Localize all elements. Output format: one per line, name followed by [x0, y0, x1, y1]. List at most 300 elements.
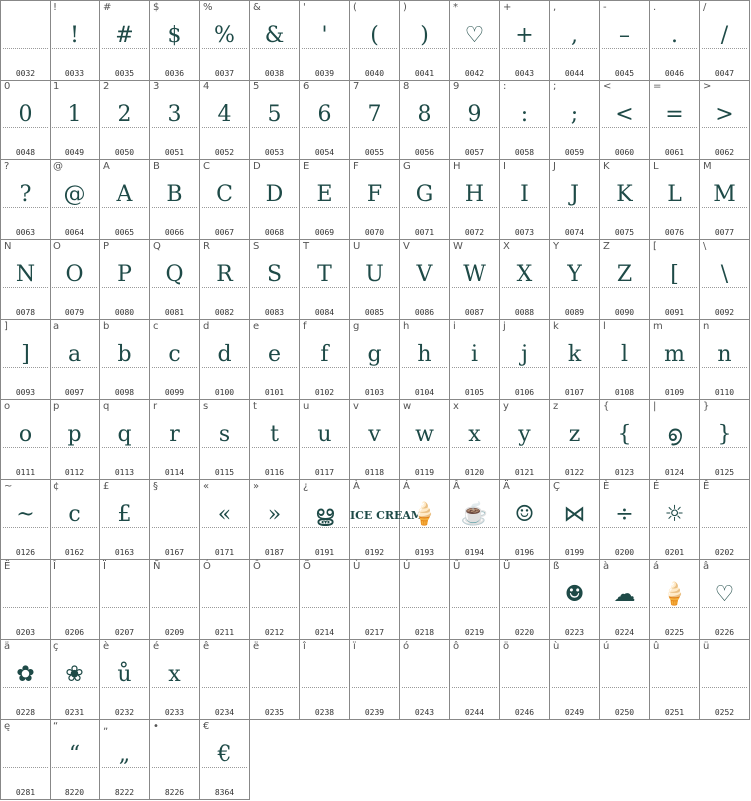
- baseline-divider: [552, 687, 597, 688]
- baseline-divider: [552, 127, 597, 128]
- glyph-code: 0191: [314, 548, 335, 557]
- glyph-key-label: Ö: [303, 561, 311, 572]
- glyph-cell: [450, 0, 500, 81]
- glyph-code: 0033: [64, 69, 85, 78]
- glyph-cell: [300, 0, 350, 81]
- glyph-sample: ☕: [460, 502, 489, 527]
- glyph-key-label: è: [103, 641, 110, 652]
- glyph-cell: [500, 320, 550, 400]
- glyph-code: 0102: [314, 388, 335, 397]
- glyph-key-label: 6: [303, 81, 310, 92]
- glyph-code: 0100: [214, 388, 235, 397]
- glyph-cell: [600, 240, 650, 320]
- glyph-cell: [450, 400, 500, 480]
- glyph-key-label: d: [203, 321, 210, 332]
- glyph-key-label: Ë: [4, 561, 11, 572]
- glyph-code: 0225: [664, 628, 685, 637]
- glyph-key-label: £: [103, 481, 110, 492]
- glyph-sample: ,: [571, 23, 578, 48]
- glyph-key-label: ,: [553, 2, 557, 13]
- glyph-key-label: Â: [453, 481, 460, 492]
- glyph-sample: K: [616, 182, 633, 207]
- baseline-divider: [602, 527, 647, 528]
- glyph-code: 0049: [64, 148, 85, 157]
- glyph-sample: h: [417, 342, 432, 367]
- baseline-divider: [502, 447, 547, 448]
- glyph-sample: ☻: [564, 582, 585, 607]
- glyph-code: 0228: [15, 708, 36, 717]
- glyph-sample: w: [415, 422, 434, 447]
- baseline-divider: [302, 48, 347, 49]
- glyph-cell: [200, 80, 250, 160]
- baseline-divider: [252, 287, 297, 288]
- glyph-cell: [450, 160, 500, 240]
- glyph-key-label: &: [253, 2, 261, 13]
- glyph-code: 0110: [714, 388, 735, 397]
- glyph-code: 0115: [214, 468, 235, 477]
- glyph-cell: [400, 560, 450, 640]
- glyph-code: 0106: [514, 388, 535, 397]
- glyph-sample: N: [15, 262, 36, 287]
- glyph-code: 0036: [164, 69, 185, 78]
- glyph-key-label: z: [553, 401, 559, 412]
- baseline-divider: [702, 447, 747, 448]
- glyph-key-label: ó: [403, 641, 410, 652]
- glyph-cell: [700, 160, 750, 240]
- glyph-code: 0167: [164, 548, 185, 557]
- glyph-cell: [450, 320, 500, 400]
- glyph-code: 0109: [664, 388, 685, 397]
- baseline-divider: [652, 527, 697, 528]
- baseline-divider: [252, 527, 297, 528]
- glyph-sample: »: [267, 502, 282, 527]
- glyph-sample: A: [116, 182, 133, 207]
- baseline-divider: [3, 48, 48, 49]
- glyph-key-label: €: [203, 721, 210, 732]
- glyph-key-label: A: [103, 161, 110, 172]
- glyph-code: 0076: [664, 228, 685, 237]
- glyph-code: 0052: [214, 148, 235, 157]
- glyph-cell: [50, 400, 100, 480]
- baseline-divider: [652, 447, 697, 448]
- glyph-key-label: W: [453, 241, 463, 252]
- glyph-code: 0202: [714, 548, 735, 557]
- glyph-key-label: v: [353, 401, 359, 412]
- glyph-key-label: H: [453, 161, 461, 172]
- glyph-code: 0086: [414, 308, 435, 317]
- glyph-code: 0212: [264, 628, 285, 637]
- glyph-code: 0199: [564, 548, 585, 557]
- glyph-sample: #: [115, 23, 134, 48]
- glyph-code: 0244: [464, 708, 485, 717]
- glyph-code: 0112: [64, 468, 85, 477]
- glyph-sample: >: [715, 102, 734, 127]
- glyph-sample: u: [317, 422, 332, 447]
- baseline-divider: [152, 687, 197, 688]
- glyph-sample: E: [316, 182, 333, 207]
- glyph-sample: %: [214, 23, 235, 48]
- glyph-code: 0057: [464, 148, 485, 157]
- glyph-cell: [100, 320, 150, 400]
- baseline-divider: [152, 607, 197, 608]
- glyph-sample: ;: [570, 102, 579, 127]
- glyph-code: 0123: [614, 468, 635, 477]
- glyph-key-label: ç: [53, 641, 59, 652]
- glyph-key-label: â: [703, 561, 710, 572]
- baseline-divider: [552, 287, 597, 288]
- glyph-cell: [550, 320, 600, 400]
- glyph-cell: [650, 480, 700, 560]
- baseline-divider: [3, 527, 48, 528]
- glyph-sample: {: [617, 422, 632, 447]
- glyph-cell: [150, 160, 200, 240]
- glyph-key-label: -: [603, 2, 607, 13]
- glyph-cell: [250, 160, 300, 240]
- glyph-code: 0064: [64, 228, 85, 237]
- glyph-cell: [100, 240, 150, 320]
- glyph-key-label: î: [303, 641, 306, 652]
- glyph-code: 0101: [264, 388, 285, 397]
- glyph-cell: [500, 400, 550, 480]
- glyph-cell: [500, 0, 550, 81]
- glyph-code: 0085: [364, 308, 385, 317]
- glyph-cell: [300, 640, 350, 720]
- glyph-key-label: é: [153, 641, 160, 652]
- glyph-cell: [550, 0, 600, 81]
- glyph-sample: o: [18, 422, 33, 447]
- glyph-key-label: ę: [4, 721, 11, 732]
- glyph-code: 0234: [214, 708, 235, 717]
- glyph-code: 0113: [114, 468, 135, 477]
- baseline-divider: [202, 127, 247, 128]
- glyph-cell: [150, 720, 200, 800]
- glyph-code: 0171: [214, 548, 235, 557]
- glyph-cell: [150, 560, 200, 640]
- glyph-key-label: j: [503, 321, 506, 332]
- glyph-key-label: Ó: [203, 561, 211, 572]
- glyph-cell: [0, 560, 51, 640]
- glyph-code: 0082: [214, 308, 235, 317]
- glyph-cell: [50, 560, 100, 640]
- glyph-cell: [700, 0, 750, 81]
- baseline-divider: [252, 607, 297, 608]
- baseline-divider: [702, 287, 747, 288]
- glyph-cell: [600, 0, 650, 81]
- glyph-code: 0053: [264, 148, 285, 157]
- glyph-code: 0084: [314, 308, 335, 317]
- baseline-divider: [102, 48, 147, 49]
- glyph-sample: G: [415, 182, 434, 207]
- glyph-code: 0233: [164, 708, 185, 717]
- glyph-sample: F: [366, 182, 383, 207]
- glyph-code: 0231: [64, 708, 85, 717]
- glyph-key-label: Û: [453, 561, 461, 572]
- glyph-key-label: §: [153, 481, 158, 492]
- glyph-cell: [400, 80, 450, 160]
- glyph-sample: &: [264, 23, 285, 48]
- glyph-cell: [650, 160, 700, 240]
- glyph-cell: [500, 480, 550, 560]
- glyph-key-label: *: [453, 2, 458, 13]
- glyph-code: 0056: [414, 148, 435, 157]
- glyph-key-label: 9: [453, 81, 460, 92]
- baseline-divider: [202, 527, 247, 528]
- glyph-key-label: ¿: [303, 481, 309, 492]
- glyph-code: 0061: [664, 148, 685, 157]
- glyph-sample: [: [670, 262, 679, 287]
- glyph-sample: k: [567, 342, 582, 367]
- glyph-cell: [400, 640, 450, 720]
- baseline-divider: [602, 127, 647, 128]
- baseline-divider: [152, 527, 197, 528]
- glyph-key-label: É: [653, 481, 660, 492]
- glyph-code: 0077: [714, 228, 735, 237]
- baseline-divider: [352, 207, 397, 208]
- glyph-key-label: «: [203, 481, 210, 492]
- glyph-key-label: e: [253, 321, 260, 332]
- glyph-sample: ൭: [667, 422, 682, 447]
- baseline-divider: [402, 447, 447, 448]
- glyph-cell: [600, 480, 650, 560]
- glyph-sample: 🍦: [410, 502, 439, 527]
- glyph-code: 0226: [714, 628, 735, 637]
- glyph-code: 0193: [414, 548, 435, 557]
- glyph-key-label: |: [653, 401, 657, 412]
- glyph-cell: [100, 80, 150, 160]
- glyph-code: 0072: [464, 228, 485, 237]
- glyph-code: 0073: [514, 228, 535, 237]
- glyph-cell: [450, 240, 500, 320]
- glyph-cell: [550, 560, 600, 640]
- baseline-divider: [302, 127, 347, 128]
- baseline-divider: [302, 607, 347, 608]
- glyph-code: 0090: [614, 308, 635, 317]
- glyph-cell: [600, 320, 650, 400]
- glyph-cell: [500, 560, 550, 640]
- glyph-cell: [250, 80, 300, 160]
- glyph-key-label: Ô: [253, 561, 261, 572]
- baseline-divider: [352, 287, 397, 288]
- glyph-code: 0071: [414, 228, 435, 237]
- glyph-sample: =: [665, 102, 684, 127]
- glyph-cell: [50, 80, 100, 160]
- glyph-key-label: l: [603, 321, 606, 332]
- glyph-sample: ]: [21, 342, 30, 367]
- glyph-code: 0114: [164, 468, 185, 477]
- glyph-key-label: @: [53, 161, 63, 172]
- glyph-code: 0092: [714, 308, 735, 317]
- baseline-divider: [702, 127, 747, 128]
- baseline-divider: [52, 687, 97, 688]
- glyph-key-label: à: [603, 561, 610, 572]
- glyph-sample: x: [468, 422, 481, 447]
- glyph-code: 0214: [314, 628, 335, 637]
- glyph-code: 0066: [164, 228, 185, 237]
- glyph-key-label: <: [603, 81, 612, 92]
- glyph-sample: B: [166, 182, 183, 207]
- glyph-code: 0126: [15, 548, 36, 557]
- glyph-key-label: F: [353, 161, 359, 172]
- baseline-divider: [552, 527, 597, 528]
- glyph-key-label: I: [503, 161, 506, 172]
- glyph-code: 0162: [64, 548, 85, 557]
- glyph-key-label: >: [703, 81, 712, 92]
- glyph-key-label: ]: [4, 321, 8, 332]
- glyph-cell: [100, 640, 150, 720]
- glyph-key-label: g: [353, 321, 360, 332]
- glyph-sample: Z: [616, 262, 633, 287]
- baseline-divider: [652, 607, 697, 608]
- glyph-key-label: Ï: [103, 561, 106, 572]
- glyph-cell: [100, 480, 150, 560]
- glyph-cell: [50, 0, 100, 81]
- glyph-code: 0238: [314, 708, 335, 717]
- glyph-sample: ICE CREAM: [350, 509, 424, 522]
- glyph-cell: [300, 400, 350, 480]
- glyph-cell: [350, 80, 400, 160]
- glyph-cell: [450, 640, 500, 720]
- glyph-cell: [250, 560, 300, 640]
- glyph-key-label: w: [403, 401, 412, 412]
- glyph-sample: £: [117, 502, 132, 527]
- glyph-sample: ': [321, 23, 328, 48]
- glyph-sample: +: [515, 23, 534, 48]
- glyph-code: 0070: [364, 228, 385, 237]
- glyph-code: 0050: [114, 148, 135, 157]
- glyph-cell: [0, 160, 51, 240]
- glyph-key-label: 8: [403, 81, 410, 92]
- glyph-cell: [250, 0, 300, 81]
- glyph-code: 0104: [414, 388, 435, 397]
- glyph-sample: v: [368, 422, 381, 447]
- glyph-cell: [300, 560, 350, 640]
- glyph-key-label: »: [253, 481, 260, 492]
- glyph-cell: [50, 240, 100, 320]
- glyph-code: 0218: [414, 628, 435, 637]
- glyph-cell: [0, 0, 51, 81]
- glyph-cell: [650, 640, 700, 720]
- glyph-sample: 6: [317, 102, 332, 127]
- glyph-code: 8364: [214, 788, 235, 797]
- glyph-cell: [50, 320, 100, 400]
- glyph-key-label: i: [453, 321, 456, 332]
- glyph-sample: 1: [67, 102, 82, 127]
- baseline-divider: [402, 607, 447, 608]
- baseline-divider: [602, 207, 647, 208]
- baseline-divider: [102, 687, 147, 688]
- glyph-code: 8222: [114, 788, 135, 797]
- baseline-divider: [502, 367, 547, 368]
- glyph-key-label: ?: [4, 161, 10, 172]
- glyph-key-label: û: [653, 641, 660, 652]
- glyph-code: 0047: [714, 69, 735, 78]
- glyph-key-label: ù: [553, 641, 560, 652]
- glyph-key-label: D: [253, 161, 261, 172]
- glyph-key-label: ë: [253, 641, 260, 652]
- glyph-code: 0250: [614, 708, 635, 717]
- baseline-divider: [702, 367, 747, 368]
- baseline-divider: [102, 527, 147, 528]
- glyph-code: 0125: [714, 468, 735, 477]
- glyph-cell: [250, 400, 300, 480]
- glyph-sample: 8: [417, 102, 432, 127]
- glyph-sample: H: [464, 182, 485, 207]
- glyph-cell: [550, 80, 600, 160]
- glyph-sample: !: [70, 23, 79, 48]
- glyph-key-label: K: [603, 161, 610, 172]
- baseline-divider: [202, 607, 247, 608]
- glyph-key-label: $: [153, 2, 160, 13]
- glyph-code: 0078: [15, 308, 36, 317]
- glyph-sample: D: [265, 182, 284, 207]
- glyph-sample: W: [463, 262, 486, 287]
- glyph-cell: [50, 160, 100, 240]
- glyph-key-label: \: [703, 241, 707, 252]
- baseline-divider: [3, 767, 48, 768]
- glyph-cell: [700, 640, 750, 720]
- glyph-code: 0217: [364, 628, 385, 637]
- glyph-code: 0093: [15, 388, 36, 397]
- glyph-code: 0063: [15, 228, 36, 237]
- glyph-cell: [350, 0, 400, 81]
- glyph-code: 0108: [614, 388, 635, 397]
- glyph-code: 0087: [464, 308, 485, 317]
- glyph-sample: 4: [217, 102, 232, 127]
- glyph-key-label: y: [503, 401, 509, 412]
- baseline-divider: [302, 527, 347, 528]
- glyph-cell: [350, 240, 400, 320]
- glyph-key-label: Ç: [553, 481, 560, 492]
- baseline-divider: [652, 287, 697, 288]
- glyph-key-label: Ê: [703, 481, 710, 492]
- glyph-cell: [650, 400, 700, 480]
- glyph-code: 0067: [214, 228, 235, 237]
- glyph-cell: [100, 400, 150, 480]
- glyph-key-label: t: [253, 401, 257, 412]
- glyph-cell: [500, 240, 550, 320]
- glyph-sample: n: [717, 342, 732, 367]
- glyph-cell: [150, 320, 200, 400]
- glyph-code: 0224: [614, 628, 635, 637]
- glyph-cell: [50, 720, 100, 800]
- glyph-code: 0252: [714, 708, 735, 717]
- glyph-key-label: 1: [53, 81, 60, 92]
- glyph-cell: [650, 320, 700, 400]
- glyph-key-label: x: [453, 401, 459, 412]
- glyph-code: 0069: [314, 228, 335, 237]
- glyph-key-label: B: [153, 161, 160, 172]
- baseline-divider: [652, 687, 697, 688]
- baseline-divider: [3, 367, 48, 368]
- glyph-cell: [200, 320, 250, 400]
- glyph-key-label: O: [53, 241, 61, 252]
- baseline-divider: [152, 447, 197, 448]
- glyph-sample: m: [664, 342, 685, 367]
- baseline-divider: [152, 767, 197, 768]
- glyph-code: 0219: [464, 628, 485, 637]
- baseline-divider: [252, 48, 297, 49]
- glyph-sample: p: [67, 422, 82, 447]
- glyph-sample: U: [365, 262, 384, 287]
- glyph-code: 0187: [264, 548, 285, 557]
- glyph-code: 8226: [164, 788, 185, 797]
- glyph-sample: ☺: [514, 502, 535, 527]
- glyph-code: 0083: [264, 308, 285, 317]
- glyph-cell: [200, 560, 250, 640]
- glyph-key-label: .: [653, 2, 657, 13]
- glyph-sample: a: [67, 342, 82, 367]
- glyph-key-label: 2: [103, 81, 110, 92]
